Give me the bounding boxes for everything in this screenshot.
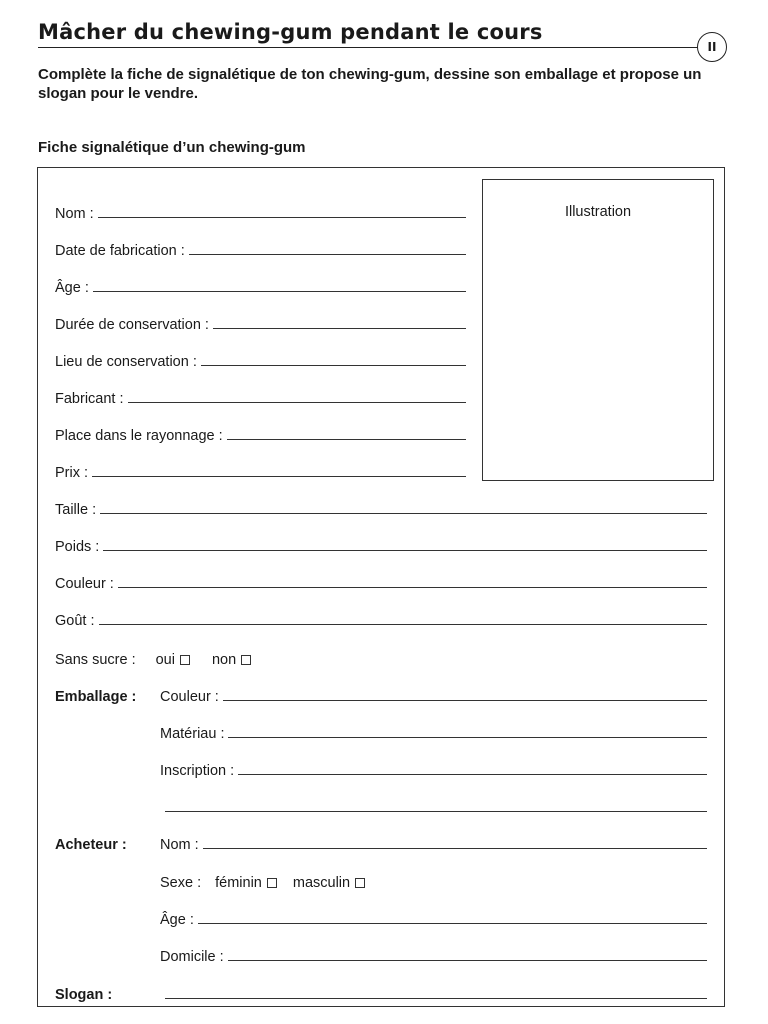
option-non-label: non bbox=[211, 652, 237, 668]
field-label: Âge : bbox=[55, 280, 89, 296]
answer-line[interactable] bbox=[227, 439, 466, 440]
field-age bbox=[55, 274, 466, 296]
emballage-heading: Emballage : bbox=[55, 689, 137, 705]
field-poids bbox=[55, 533, 707, 555]
field-label: Sans sucre : bbox=[55, 652, 136, 668]
answer-line[interactable] bbox=[223, 700, 707, 701]
field-acheteur-domicile bbox=[160, 943, 707, 965]
field-couleur bbox=[55, 570, 707, 592]
field-label: Sexe : bbox=[160, 875, 202, 891]
answer-line[interactable] bbox=[98, 217, 466, 218]
answer-line[interactable] bbox=[118, 587, 707, 588]
field-nom bbox=[55, 200, 466, 222]
answer-line[interactable] bbox=[100, 513, 707, 514]
answer-line[interactable] bbox=[201, 365, 466, 366]
answer-line[interactable] bbox=[228, 737, 707, 738]
field-label: Taille : bbox=[55, 502, 97, 518]
field-label: Poids : bbox=[55, 539, 100, 555]
field-label: Matériau : bbox=[160, 726, 225, 742]
illustration-box[interactable] bbox=[482, 179, 714, 481]
field-label: Domicile : bbox=[160, 949, 224, 965]
field-label: Place dans le rayonnage : bbox=[55, 428, 223, 444]
answer-line[interactable] bbox=[93, 291, 466, 292]
field-label: Goût : bbox=[55, 613, 95, 629]
page-number-badge: II bbox=[697, 32, 727, 62]
field-label: Inscription : bbox=[160, 763, 235, 779]
field-duree-conservation bbox=[55, 311, 466, 333]
field-fabricant bbox=[55, 385, 466, 407]
field-emballage-inscription bbox=[160, 757, 707, 779]
field-label: Couleur : bbox=[160, 689, 219, 705]
answer-line[interactable] bbox=[213, 328, 466, 329]
option-oui-label: oui bbox=[155, 652, 175, 668]
field-label: Lieu de conservation : bbox=[55, 354, 197, 370]
field-label: Âge : bbox=[160, 912, 194, 928]
slogan-label: Slogan : bbox=[55, 987, 113, 1003]
field-label: Fabricant : bbox=[55, 391, 124, 407]
checkbox-non[interactable] bbox=[241, 655, 251, 665]
inscription-extra-line[interactable] bbox=[165, 811, 707, 812]
answer-line[interactable] bbox=[228, 960, 707, 961]
illustration-label: Illustration bbox=[564, 204, 632, 220]
field-label: Nom : bbox=[55, 206, 94, 222]
field-label: Date de fabrication : bbox=[55, 243, 185, 259]
field-place-rayonnage bbox=[55, 422, 466, 444]
option-masculin-label: masculin bbox=[292, 875, 351, 891]
field-sans-sucre bbox=[55, 646, 455, 668]
answer-line[interactable] bbox=[189, 254, 466, 255]
field-label: Prix : bbox=[55, 465, 89, 481]
answer-line[interactable] bbox=[238, 774, 707, 775]
instructions-text: Complète la fiche de signalétique de ton chewing-gum, dessine son emballage et propose un slogan pour le vendre. bbox=[38, 66, 702, 102]
field-label: Couleur : bbox=[55, 576, 114, 592]
field-date-fabrication bbox=[55, 237, 466, 259]
slogan-line[interactable] bbox=[165, 998, 707, 999]
field-label: Nom : bbox=[160, 837, 199, 853]
acheteur-heading: Acheteur : bbox=[55, 837, 127, 853]
field-prix bbox=[55, 459, 466, 481]
page-title: Mâcher du chewing-gum pendant le cours bbox=[38, 20, 543, 44]
answer-line[interactable] bbox=[198, 923, 707, 924]
section-heading: Fiche signalétique d’un chewing-gum bbox=[38, 139, 306, 156]
checkbox-masculin[interactable] bbox=[355, 878, 365, 888]
field-label: Durée de conservation : bbox=[55, 317, 209, 333]
answer-line[interactable] bbox=[203, 848, 707, 849]
field-gout bbox=[55, 607, 707, 629]
title-underline bbox=[38, 47, 698, 48]
option-feminin-label: féminin bbox=[215, 875, 262, 891]
field-emballage-materiau bbox=[160, 720, 707, 742]
field-acheteur-nom bbox=[160, 831, 707, 853]
field-taille bbox=[55, 496, 707, 518]
field-lieu-conservation bbox=[55, 348, 466, 370]
field-emballage-couleur bbox=[160, 683, 707, 705]
answer-line[interactable] bbox=[128, 402, 467, 403]
checkbox-oui[interactable] bbox=[180, 655, 190, 665]
answer-line[interactable] bbox=[99, 624, 708, 625]
answer-line[interactable] bbox=[92, 476, 466, 477]
checkbox-feminin[interactable] bbox=[267, 878, 277, 888]
answer-line[interactable] bbox=[103, 550, 707, 551]
field-acheteur-sexe bbox=[160, 869, 560, 891]
field-acheteur-age bbox=[160, 906, 707, 928]
